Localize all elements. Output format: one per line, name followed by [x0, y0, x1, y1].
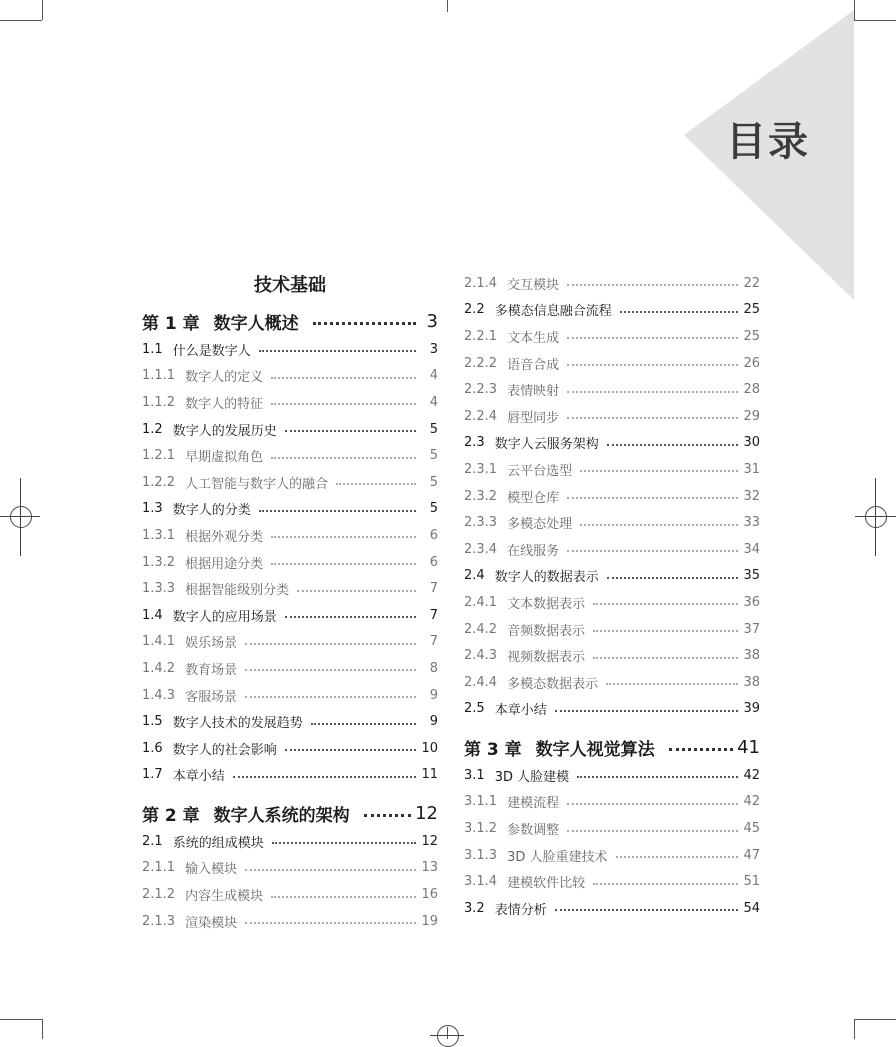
toc-entry-number: 1.6	[142, 740, 163, 756]
toc-entry-sub[interactable]	[464, 616, 760, 643]
toc-entry-sub[interactable]	[464, 350, 760, 377]
toc-entry-number: 2.5	[464, 701, 485, 717]
toc-entry-title: 参数调整	[507, 823, 560, 839]
toc-entry-title: 内容生成模块	[185, 889, 264, 905]
toc-entry-page: 47	[743, 847, 760, 863]
dot-leader	[567, 497, 738, 499]
toc-entry-title: 文本生成	[507, 330, 560, 346]
toc-entry-title: 娱乐场景	[185, 636, 238, 652]
toc-entry-page: 33	[743, 515, 760, 531]
toc-entry-page: 26	[743, 355, 760, 371]
toc-entry-page: 4	[429, 394, 438, 410]
toc-entry-title: 渲染模块	[185, 915, 238, 931]
toc-entry-page: 28	[743, 382, 760, 398]
toc-entry-page: 9	[429, 687, 438, 703]
toc-entry-sub[interactable]	[464, 509, 760, 536]
toc-entry-page: 12	[421, 833, 438, 849]
toc-entry-title: 数字人云服务架构	[494, 437, 599, 453]
toc-entry-title: 数字人概述	[213, 313, 299, 334]
toc-entry-page: 25	[743, 328, 760, 344]
toc-entry-sub[interactable]	[464, 589, 760, 616]
toc-entry-page: 39	[743, 701, 760, 717]
dot-leader	[593, 657, 738, 659]
chapter-gap	[142, 788, 438, 798]
dot-leader	[336, 483, 416, 485]
toc-entry-sub[interactable]	[464, 642, 760, 669]
toc-entry-page: 45	[743, 821, 760, 837]
toc-entry-title: 表情分析	[494, 902, 547, 918]
part-title: 技术基础	[254, 275, 326, 296]
toc-entry-sub[interactable]	[142, 655, 438, 682]
toc-entry-title: 在线服务	[507, 543, 560, 559]
toc-entry-title: 数字人视觉算法	[535, 739, 655, 760]
toc-entry-number: 1.1	[142, 341, 163, 357]
toc-entry-chapter[interactable]	[464, 732, 760, 762]
dot-leader	[271, 457, 416, 459]
toc-entry-number: 1.4	[142, 607, 163, 623]
toc-entry-sub[interactable]	[142, 908, 438, 935]
toc-entry-title: 多模态处理	[507, 517, 573, 533]
toc-entry-number: 2.1.4	[464, 275, 498, 291]
toc-entry-title: 根据用途分类	[185, 556, 264, 572]
toc-entry-sub[interactable]	[142, 629, 438, 656]
dot-leader	[567, 830, 738, 832]
toc-entry-number: 2.2.4	[464, 408, 498, 424]
toc-entry-sect[interactable]	[464, 563, 760, 590]
toc-entry-title: 数字人技术的发展趋势	[172, 716, 303, 732]
toc-entry-page: 30	[743, 435, 760, 451]
dot-leader	[567, 391, 738, 393]
toc-entry-title: 根据智能级别分类	[185, 583, 290, 599]
toc-entry-page: 6	[429, 554, 438, 570]
toc-entry-number: 3.1.1	[464, 794, 498, 810]
toc-entry-sect[interactable]	[464, 430, 760, 457]
toc-entry-number: 3.1	[464, 767, 485, 783]
toc-entry-sub[interactable]	[142, 575, 438, 602]
toc-entry-sub[interactable]	[142, 682, 438, 709]
toc-entry-title: 数字人的数据表示	[494, 570, 599, 586]
toc-entry-page: 3	[426, 310, 438, 332]
toc-entry-number: 2.2	[464, 302, 485, 318]
dot-leader	[669, 748, 733, 751]
toc-entry-number: 2.3.2	[464, 488, 498, 504]
toc-entry-number: 2.3.3	[464, 515, 498, 531]
toc-entry-page: 31	[743, 461, 760, 477]
toc-entry-title: 数字人系统的架构	[213, 805, 350, 826]
toc-entry-title: 交互模块	[507, 277, 560, 293]
dot-leader	[259, 350, 416, 352]
toc-entry-page: 7	[429, 634, 438, 650]
toc-entry-number: 3.1.4	[464, 874, 498, 890]
toc-entry-page: 7	[429, 607, 438, 623]
dot-leader	[285, 749, 416, 751]
toc-entry-sub[interactable]	[464, 868, 760, 895]
dot-leader	[271, 563, 416, 565]
toc-entry-number: 2.4	[464, 568, 485, 584]
toc-entry-page: 4	[429, 368, 438, 384]
dot-leader	[567, 417, 738, 419]
dot-leader	[577, 776, 738, 778]
toc-entry-sect[interactable]	[464, 297, 760, 324]
toc-entry-number: 1.3.2	[142, 554, 176, 570]
toc-entry-number: 2.2.2	[464, 355, 498, 371]
dot-leader	[245, 922, 416, 924]
toc-entry-page: 8	[429, 660, 438, 676]
dot-leader	[607, 577, 738, 579]
toc-entry-sect[interactable]	[142, 416, 438, 443]
dot-leader	[620, 311, 738, 313]
dot-leader	[285, 430, 416, 432]
toc-entry-page: 42	[743, 767, 760, 783]
toc-entry-page: 51	[743, 874, 760, 890]
toc-entry-title: 数字人的应用场景	[172, 609, 277, 625]
toc-entry-sub[interactable]	[142, 363, 438, 390]
toc-entry-title: 数字人的特征	[185, 396, 264, 412]
toc-entry-page: 5	[429, 421, 438, 437]
toc-entry-number: 2.3.4	[464, 541, 498, 557]
toc-list	[464, 270, 760, 922]
dot-leader	[245, 669, 416, 671]
toc-entry-page: 36	[743, 594, 760, 610]
toc-entry-chapter[interactable]	[142, 798, 438, 828]
toc-entry-title: 早期虚拟角色	[185, 450, 264, 466]
dot-leader	[259, 510, 416, 512]
toc-entry-number: 第 2 章	[142, 805, 200, 826]
toc-entry-sub[interactable]	[464, 842, 760, 869]
toc-entry-sub[interactable]	[464, 456, 760, 483]
dot-leader	[297, 590, 416, 592]
toc-entry-page: 5	[429, 448, 438, 464]
toc-entry-title: 建模软件比较	[507, 876, 586, 892]
toc-entry-number: 3.2	[464, 900, 485, 916]
toc-entry-sub[interactable]	[142, 389, 438, 416]
toc-entry-number: 2.1	[142, 833, 163, 849]
toc-entry-page: 16	[421, 887, 438, 903]
toc-entry-title: 文本数据表示	[507, 596, 586, 612]
toc-entry-number: 2.1.1	[142, 860, 176, 876]
toc-entry-page: 32	[743, 488, 760, 504]
dot-leader	[245, 869, 416, 871]
toc-entry-page: 10	[421, 740, 438, 756]
toc-entry-sub[interactable]	[464, 536, 760, 563]
toc-entry-sect[interactable]	[142, 708, 438, 735]
toc-entry-sect[interactable]	[142, 602, 438, 629]
toc-entry-sub[interactable]	[464, 815, 760, 842]
toc-entry-title: 本章小结	[172, 769, 225, 785]
toc-entry-number: 1.1.2	[142, 394, 176, 410]
dot-leader	[271, 403, 416, 405]
toc-entry-page: 3	[429, 341, 438, 357]
toc-entry-sect[interactable]	[142, 762, 438, 789]
toc-entry-number: 3.1.3	[464, 847, 498, 863]
toc-entry-sect[interactable]	[464, 762, 760, 789]
dot-leader	[580, 470, 738, 472]
toc-entry-number: 2.4.4	[464, 674, 498, 690]
toc-entry-sect[interactable]	[142, 828, 438, 855]
toc-entry-sub[interactable]	[464, 483, 760, 510]
toc-entry-number: 2.3.1	[464, 461, 498, 477]
toc-entry-sub[interactable]	[464, 270, 760, 297]
toc-entry-title: 3D 人脸重建技术	[507, 849, 608, 865]
toc-entry-number: 1.2	[142, 421, 163, 437]
toc-entry-title: 多模态信息融合流程	[494, 304, 612, 320]
toc-entry-sect[interactable]	[464, 895, 760, 922]
toc-entry-page: 35	[743, 568, 760, 584]
toc-entry-page: 11	[421, 767, 438, 783]
toc-entry-number: 1.3.3	[142, 581, 176, 597]
toc-entry-page: 34	[743, 541, 760, 557]
dot-leader	[245, 696, 416, 698]
toc-entry-number: 2.2.3	[464, 382, 498, 398]
dot-leader	[567, 364, 738, 366]
toc-entry-sect[interactable]	[142, 735, 438, 762]
toc-entry-page: 29	[743, 408, 760, 424]
toc-entry-sub[interactable]	[464, 376, 760, 403]
toc-entry-number: 2.1.3	[142, 913, 176, 929]
toc-entry-sect[interactable]	[142, 496, 438, 523]
dot-leader	[580, 524, 738, 526]
toc-entry-page: 7	[429, 581, 438, 597]
toc-entry-title: 3D 人脸建模	[494, 769, 570, 785]
toc-entry-number: 1.1.1	[142, 368, 176, 384]
toc-entry-title: 多模态数据表示	[507, 676, 599, 692]
toc-entry-number: 2.4.2	[464, 621, 498, 637]
toc-entry-title: 语音合成	[507, 357, 560, 373]
toc-entry-number: 1.4.3	[142, 687, 176, 703]
dot-leader	[233, 776, 416, 778]
chapter-gap	[464, 722, 760, 732]
dot-leader	[245, 643, 416, 645]
toc-entry-number: 2.4.1	[464, 594, 498, 610]
dot-leader	[271, 536, 416, 538]
toc-entry-page: 13	[421, 860, 438, 876]
toc-entry-title: 本章小结	[494, 703, 547, 719]
toc-entry-title: 模型仓库	[507, 490, 560, 506]
toc-entry-page: 25	[743, 302, 760, 318]
toc-entry-title: 数字人的发展历史	[172, 423, 277, 439]
toc-entry-title: 表情映射	[507, 384, 560, 400]
dot-leader	[567, 803, 738, 805]
toc-entry-title: 建模流程	[507, 796, 560, 812]
toc-entry-number: 1.7	[142, 767, 163, 783]
toc-entry-page: 54	[743, 900, 760, 916]
toc-entry-sect[interactable]	[464, 696, 760, 723]
toc-entry-number: 1.2.2	[142, 474, 176, 490]
toc-entry-number: 1.5	[142, 714, 163, 730]
toc-entry-title: 什么是数字人	[172, 343, 251, 359]
toc-entry-sub[interactable]	[464, 669, 760, 696]
page-title: 目录	[726, 119, 810, 165]
toc-entry-page: 6	[429, 527, 438, 543]
toc-entry-number: 2.1.2	[142, 887, 176, 903]
toc-entry-page: 5	[429, 474, 438, 490]
toc-entry-sub[interactable]	[464, 789, 760, 816]
toc-entry-number: 2.4.3	[464, 648, 498, 664]
dot-leader	[593, 603, 738, 605]
toc-entry-title: 根据外观分类	[185, 529, 264, 545]
toc-entry-title: 云平台选型	[507, 463, 573, 479]
toc-entry-number: 1.3	[142, 501, 163, 517]
toc-entry-sub[interactable]	[142, 549, 438, 576]
toc-entry-sect[interactable]	[142, 336, 438, 363]
dot-leader	[313, 322, 416, 325]
dot-leader	[271, 377, 416, 379]
toc-entry-number: 第 1 章	[142, 313, 200, 334]
toc-entry-title: 客服场景	[185, 689, 238, 705]
toc-entry-sub[interactable]	[142, 881, 438, 908]
dot-leader	[285, 616, 416, 618]
toc-entry-chapter[interactable]	[142, 306, 438, 336]
toc-entry-page: 42	[743, 794, 760, 810]
toc-left-column	[142, 270, 438, 934]
toc-entry-sub[interactable]	[142, 469, 438, 496]
toc-entry-title: 唇型同步	[507, 410, 560, 426]
toc-entry-title: 教育场景	[185, 662, 238, 678]
dot-leader	[555, 909, 738, 911]
toc-entry-number: 3.1.2	[464, 821, 498, 837]
toc-entry-sub[interactable]	[464, 403, 760, 430]
toc-entry-page: 38	[743, 674, 760, 690]
toc-entry-page: 5	[429, 501, 438, 517]
toc-entry-title: 人工智能与数字人的融合	[185, 476, 329, 492]
toc-entry-sub[interactable]	[142, 522, 438, 549]
toc-entry-page: 41	[737, 736, 760, 758]
dot-leader	[364, 814, 411, 817]
toc-entry-page: 38	[743, 648, 760, 664]
toc-entry-number: 1.4.2	[142, 660, 176, 676]
dot-leader	[607, 444, 738, 446]
toc-entry-title: 输入模块	[185, 862, 238, 878]
dot-leader	[593, 883, 738, 885]
toc-entry-number: 1.3.1	[142, 527, 176, 543]
toc-entry-title: 系统的组成模块	[172, 835, 264, 851]
toc-right-column	[464, 270, 760, 922]
toc-entry-page: 22	[743, 275, 760, 291]
dot-leader	[567, 284, 738, 286]
toc-entry-page: 19	[421, 913, 438, 929]
toc-entry-page: 37	[743, 621, 760, 637]
toc-entry-number: 2.3	[464, 435, 485, 451]
dot-leader	[593, 630, 738, 632]
dot-leader	[567, 337, 738, 339]
toc-entry-title: 数字人的定义	[185, 370, 264, 386]
toc-entry-title: 数字人的社会影响	[172, 742, 277, 758]
toc-entry-title: 音频数据表示	[507, 623, 586, 639]
toc-entry-number: 1.4.1	[142, 634, 176, 650]
dot-leader	[311, 723, 416, 725]
toc-entry-page: 9	[429, 714, 438, 730]
toc-entry-title: 视频数据表示	[507, 650, 586, 666]
toc-list	[142, 306, 438, 934]
toc-entry-sub[interactable]	[464, 323, 760, 350]
toc-entry-sub[interactable]	[142, 855, 438, 882]
dot-leader	[272, 842, 416, 844]
dot-leader	[616, 856, 739, 858]
dot-leader	[567, 550, 738, 552]
dot-leader	[555, 710, 738, 712]
toc-entry-title: 数字人的分类	[172, 503, 251, 519]
toc-entry-sub[interactable]	[142, 442, 438, 469]
dot-leader	[271, 896, 416, 898]
dot-leader	[606, 683, 738, 685]
toc-entry-page: 12	[415, 802, 438, 824]
toc-entry-number: 第 3 章	[464, 739, 522, 760]
toc-entry-number: 2.2.1	[464, 328, 498, 344]
toc-entry-number: 1.2.1	[142, 448, 176, 464]
